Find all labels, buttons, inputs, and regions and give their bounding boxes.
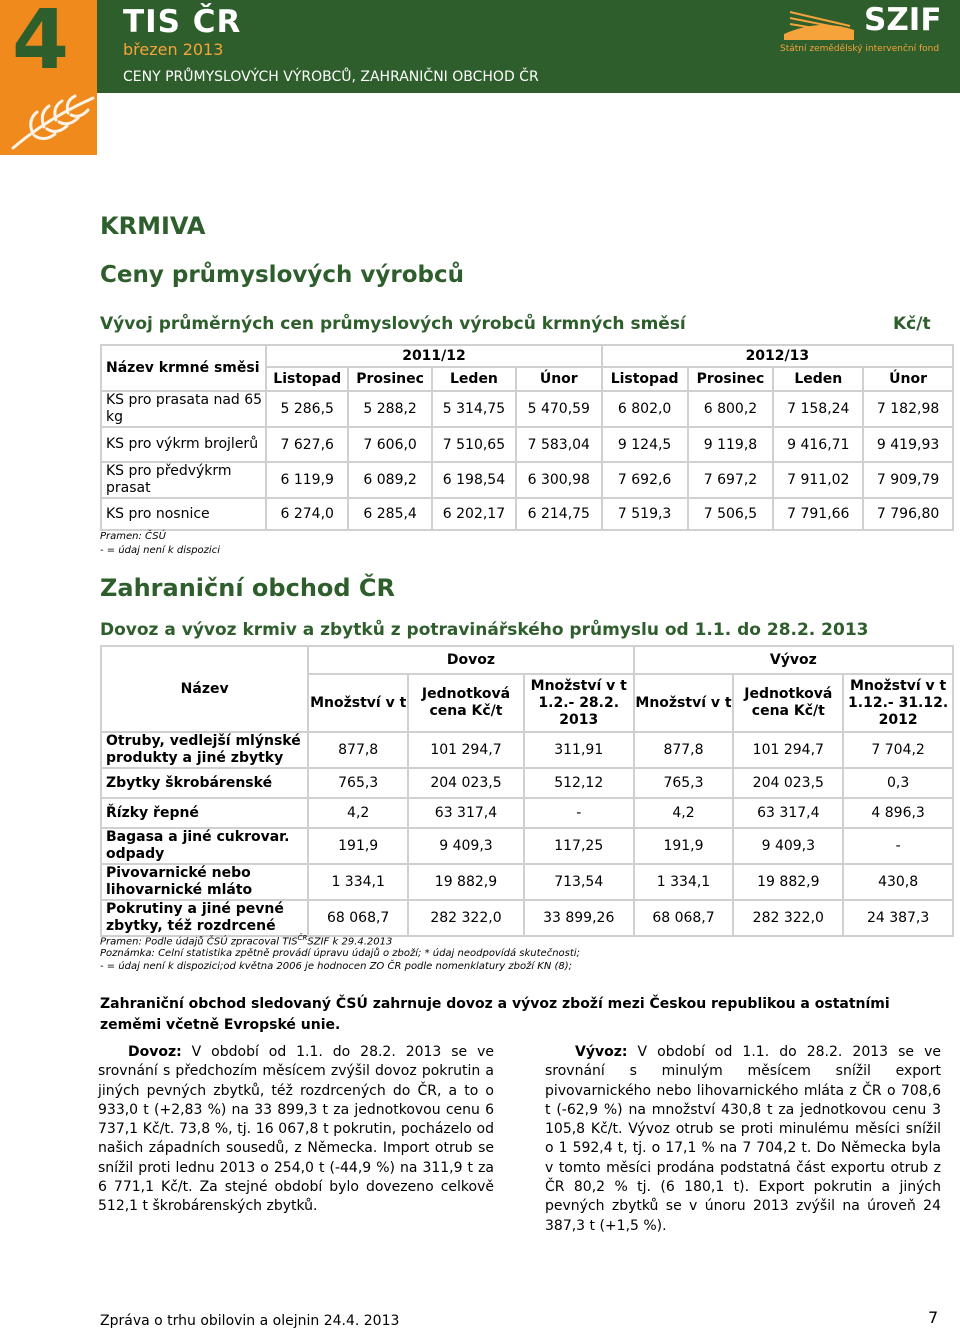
prices-subheading: Vývoj průměrných cen průmyslových výrobců krmných směsí [100, 314, 686, 334]
table-cell: 1 334,1 [308, 864, 408, 900]
table-cell: 765,3 [634, 768, 734, 798]
trade-source-date: SZIF k 29.4.2013 [307, 936, 393, 948]
table-cell: 4,2 [634, 798, 734, 828]
table-row [101, 427, 953, 462]
period-header: 2012/13 [602, 345, 953, 367]
table-cell: 9 419,93 [863, 427, 953, 462]
table-cell: 877,8 [634, 732, 734, 768]
table-row [101, 462, 953, 498]
table-cell: 19 882,9 [733, 864, 843, 900]
table-cell: 204 023,5 [733, 768, 843, 798]
table-cell: 7 704,2 [843, 732, 953, 768]
table-row [101, 768, 953, 798]
row-name: KS pro prasata nad 65 kg [101, 391, 266, 427]
column-header: Jednotková cena Kč/t [733, 674, 843, 732]
szif-logo-mark-icon [780, 4, 858, 44]
table-cell: 6 089,2 [348, 462, 432, 498]
export-body: V období od 1.1. do 28.2. 2013 se ve srovnání s minulým měsícem snížil export pivovarnického nebo lihovarnického mláta z ČR o 708,6 t (-62,9 %) na množství 430,8 t za jednotkovou cenu 3 105,8 Kč/t. Vývoz otrub se proti minulému měsíci snížil o 1 592,4 t, tj. o 17,1 % na 7 704,2 t. Do Německa byla v tomto měsíci prodána podstatná část exportu otrub z ČR 80,2 % tj. (6 180,1 t). Export pokrutin a jiných pevných zbytků se v únoru 2013 zvýšil na úroveň 24 387,3 t (+1,5 %). [545, 1044, 941, 1234]
table-cell: 713,54 [524, 864, 634, 900]
table-cell: 6 119,9 [266, 462, 348, 498]
month-header: Prosinec [348, 367, 432, 391]
table-cell: 101 294,7 [408, 732, 524, 768]
publication-title: TIS ČR [123, 4, 242, 40]
table-cell: 6 214,75 [516, 498, 602, 530]
trade-note-1: Poznámka: Celní statistika zpětně provádí úpravu údajů o zboží; * údaj neodpovídá skutečnosti; [100, 948, 580, 959]
footer-report-title: Zpráva o trhu obilovin a olejnin 24.4. 2013 [100, 1313, 400, 1329]
prices-source: Pramen: ČSÚ [100, 531, 166, 542]
szif-logo [780, 4, 950, 62]
wheat-icon [8, 88, 98, 154]
table-cell: 7 583,04 [516, 427, 602, 462]
table-cell: 430,8 [843, 864, 953, 900]
row-name: Řízky řepné [101, 798, 308, 828]
month-header: Prosinec [688, 367, 774, 391]
import-label: Dovoz: [128, 1044, 182, 1060]
table-header-name: Název [101, 646, 308, 732]
publication-month: březen 2013 [123, 40, 224, 59]
section-title: KRMIVA [100, 212, 206, 240]
table-cell: 0,3 [843, 768, 953, 798]
table-cell: 9 409,3 [408, 828, 524, 864]
table-cell: 6 300,98 [516, 462, 602, 498]
month-header: Leden [432, 367, 516, 391]
table-cell: 7 182,98 [863, 391, 953, 427]
export-paragraph [545, 1043, 941, 1236]
issue-number: 4 [12, 0, 66, 88]
table-cell: 7 158,24 [773, 391, 863, 427]
feed-prices-table [100, 344, 954, 531]
row-name: KS pro předvýkrm prasat [101, 462, 266, 498]
row-name: KS pro nosnice [101, 498, 266, 530]
trade-source [100, 934, 392, 947]
table-cell: 6 285,4 [348, 498, 432, 530]
table-cell: 282 322,0 [408, 900, 524, 936]
column-header: Jednotková cena Kč/t [408, 674, 524, 732]
row-name: Pokrutiny a jiné pevné zbytky, též rozdrcené [101, 900, 308, 936]
table-cell: 5 286,5 [266, 391, 348, 427]
table-cell: 765,3 [308, 768, 408, 798]
table-cell: 7 796,80 [863, 498, 953, 530]
table-cell: 9 416,71 [773, 427, 863, 462]
table-cell: 204 023,5 [408, 768, 524, 798]
period-header: 2011/12 [266, 345, 601, 367]
table-cell: 68 068,7 [308, 900, 408, 936]
table-cell: 24 387,3 [843, 900, 953, 936]
table-cell: 9 124,5 [602, 427, 688, 462]
table-cell: - [524, 798, 634, 828]
trade-source-text: Pramen: Podle údajů ČSÚ zpracoval TIS [100, 936, 298, 948]
table-cell: 877,8 [308, 732, 408, 768]
trade-note-2: - = údaj není k dispozici;od května 2006 je hodnocen ZO ČR podle nomenklatury zboží KN (8); [100, 961, 573, 972]
trade-heading: Zahraniční obchod ČR [100, 574, 396, 602]
table-cell: 7 627,6 [266, 427, 348, 462]
table-cell: 282 322,0 [733, 900, 843, 936]
table-row [101, 828, 953, 864]
table-cell: 6 198,54 [432, 462, 516, 498]
table-cell: 63 317,4 [408, 798, 524, 828]
table-cell: 7 510,65 [432, 427, 516, 462]
table-cell: 6 800,2 [688, 391, 774, 427]
table-row [101, 798, 953, 828]
page-number: 7 [928, 1308, 939, 1327]
szif-logo-subtitle: Státní zemědělský intervenční fond [780, 44, 940, 54]
table-cell: 5 470,59 [516, 391, 602, 427]
table-cell: 6 802,0 [602, 391, 688, 427]
table-cell: 9 119,8 [688, 427, 774, 462]
month-header: Leden [773, 367, 863, 391]
table-row [101, 498, 953, 530]
month-header: Listopad [602, 367, 688, 391]
group-header-import: Dovoz [308, 646, 633, 674]
import-body: V období od 1.1. do 28.2. 2013 se ve srovnání s předchozím měsícem zvýšil dovoz pokrutin a jiných pevných zbytků, též rozdrcených do ČR, a to o 933,0 t (+2,83 %) na 33 899,3 t za jednotkovou cenu 6 737,1 Kč/t. 73,8 %, tj. 16 067,8 t pokrutin, pocházelo od našich západních sousedů, z Německa. Import otrub se snížil proti lednu 2013 o 254,0 t (-44,9 %) na 311,9 t za 6 771,1 Kč/t. Za stejné období bylo dovezeno celkově 512,1 t škrobárenských zbytků. [98, 1044, 494, 1215]
table-cell: 4,2 [308, 798, 408, 828]
table-cell: 9 409,3 [733, 828, 843, 864]
trade-intro: Zahraniční obchod sledovaný ČSÚ zahrnuje dovoz a vývoz zboží mezi Českou republikou a ostatními zeměmi včetně Evropské unie. [100, 996, 890, 1033]
column-header: Množství v t [634, 674, 734, 732]
table-row [101, 732, 953, 768]
table-cell: 7 519,3 [602, 498, 688, 530]
row-name: Otruby, vedlejší mlýnské produkty a jiné zbytky [101, 732, 308, 768]
table-cell: 311,91 [524, 732, 634, 768]
prices-unit: Kč/t [893, 314, 931, 334]
month-header: Únor [863, 367, 953, 391]
month-header: Listopad [266, 367, 348, 391]
table-cell: 101 294,7 [733, 732, 843, 768]
table-cell: 7 697,2 [688, 462, 774, 498]
table-cell: 5 288,2 [348, 391, 432, 427]
table-cell: 6 202,17 [432, 498, 516, 530]
trade-subheading: Dovoz a vývoz krmiv a zbytků z potravinářského průmyslu od 1.1. do 28.2. 2013 [100, 620, 869, 640]
table-row [101, 864, 953, 900]
header-subtitle: CENY PRŮMYSLOVÝCH VÝROBCŮ, ZAHRANIČNI OBCHOD ČR [123, 69, 539, 85]
table-cell: 68 068,7 [634, 900, 734, 936]
import-paragraph [98, 1043, 494, 1217]
month-header: Únor [516, 367, 602, 391]
table-cell: 7 506,5 [688, 498, 774, 530]
table-cell: 191,9 [634, 828, 734, 864]
table-cell: 7 909,79 [863, 462, 953, 498]
column-header: Množství v t 1.2.- 28.2. 2013 [524, 674, 634, 732]
table-row [101, 391, 953, 427]
table-cell: 19 882,9 [408, 864, 524, 900]
table-cell: 6 274,0 [266, 498, 348, 530]
table-cell: - [843, 828, 953, 864]
table-header-name: Název krmné směsi [101, 345, 266, 391]
prices-heading: Ceny průmyslových výrobců [100, 262, 464, 288]
trade-source-sup: ČR [297, 934, 308, 942]
table-cell: 4 896,3 [843, 798, 953, 828]
trade-table [100, 645, 954, 937]
table-cell: 1 334,1 [634, 864, 734, 900]
column-header: Množství v t 1.12.- 31.12. 2012 [843, 674, 953, 732]
row-name: Bagasa a jiné cukrovar. odpady [101, 828, 308, 864]
export-label: Vývoz: [575, 1044, 628, 1060]
szif-logo-text: SZIF [864, 2, 942, 38]
table-cell: 5 314,75 [432, 391, 516, 427]
table-cell: 7 692,6 [602, 462, 688, 498]
table-cell: 191,9 [308, 828, 408, 864]
table-cell: 512,12 [524, 768, 634, 798]
table-cell: 7 911,02 [773, 462, 863, 498]
table-row [101, 900, 953, 936]
column-header: Množství v t [308, 674, 408, 732]
prices-note: - = údaj není k dispozici [100, 545, 220, 556]
table-cell: 63 317,4 [733, 798, 843, 828]
table-cell: 7 606,0 [348, 427, 432, 462]
row-name: Zbytky škrobárenské [101, 768, 308, 798]
row-name: KS pro výkrm brojlerů [101, 427, 266, 462]
table-cell: 7 791,66 [773, 498, 863, 530]
row-name: Pivovarnické nebo lihovarnické mláto [101, 864, 308, 900]
group-header-export: Vývoz [634, 646, 953, 674]
table-cell: 117,25 [524, 828, 634, 864]
table-cell: 33 899,26 [524, 900, 634, 936]
